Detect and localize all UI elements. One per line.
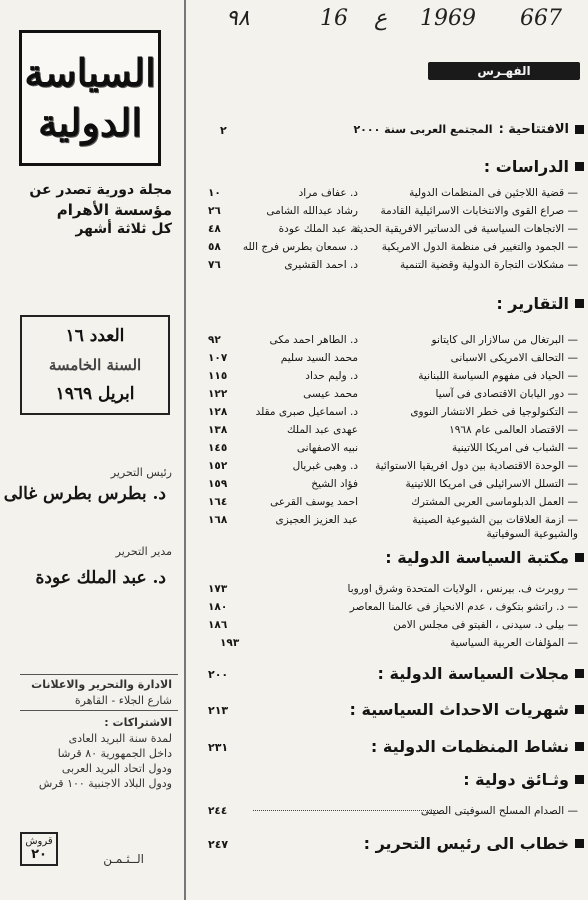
publisher-desc-2: مؤسسة الأهرام <box>56 201 172 219</box>
section-label: الافتتاحية : <box>498 122 569 137</box>
toc-entry: — بيلى د. سيدنى ، الفيتو فى مجلس الامن ١٨٦ <box>208 618 578 632</box>
column-divider <box>184 0 186 900</box>
section-label: مجلات السياسة الدولية : <box>377 664 569 683</box>
subscriptions-label: الاشتراكات : <box>104 716 172 729</box>
publisher-desc-1: مجلة دورية تصدر عن <box>29 182 172 198</box>
bullet-square <box>575 839 584 848</box>
price-value: ٢٠ <box>31 847 47 862</box>
section-documents <box>463 770 584 789</box>
toc-entry: — المؤلفات العربية السياسية ١٩٣ <box>208 636 578 650</box>
section-letter <box>364 834 584 853</box>
toc-entry: — الشباب فى امريكا اللاتينية نبيه الاصفهانى ١٤٥ <box>208 441 578 455</box>
section-label: نشاط المنظمات الدولية : <box>370 737 569 756</box>
section-label: الدراسات : <box>483 157 569 176</box>
toc-entry: — دور اليابان الاقتصادى فى آسيا محمد عيسى ١٢٢ <box>208 387 578 401</box>
bullet-square <box>575 742 584 751</box>
toc-entry: — قضية اللاجئين فى المنظمات الدولية د. عفاف مراد ١٠ <box>208 186 578 200</box>
section-library <box>385 548 584 567</box>
toc-entry: — ازمة العلاقات بين الشيوعية الصينية والشيوعية السوفياتية عبد العزيز العجيزى ١٦٨ <box>208 513 578 541</box>
toc-entry: — التكنولوجيا فى خطر الانتشار النووى د. اسماعيل صبرى مقلد ١٢٨ <box>208 405 578 419</box>
handwritten-number: ٩٨ <box>226 6 250 31</box>
bullet-square <box>575 705 584 714</box>
toc-entry: — الصدام المسلح السوفيتى الصينى ٢٤٤ <box>208 804 578 818</box>
toc-entry: — مشكلات التجارة الدولية وقضية التنمية د. احمد القشيرى ٧٦ <box>208 258 578 272</box>
price-box <box>20 832 58 866</box>
handwritten-number: 667 <box>520 6 562 31</box>
managing-editor-label: مدير التحرير <box>115 545 172 558</box>
page-number: ٢٠٠ <box>208 668 229 681</box>
logo-line-1: السياسة <box>24 50 156 95</box>
section-months <box>350 700 584 719</box>
toc-entry: — الاتجاهات السياسية فى الدساتير الافريقية الحديثة د. عبد الملك عودة ٤٨ <box>208 222 578 236</box>
bullet-square <box>575 669 584 678</box>
bullet-square <box>575 299 584 308</box>
toc-entry: — الجمود والتغيير فى منظمة الدول الامريكية د. سمعان بطرس فرج الله ٥٨ <box>208 240 578 254</box>
toc-entry: — التسلل الاسرائيلى فى امريكا اللاتينية فؤاد الشيخ ١٥٩ <box>208 477 578 491</box>
price-unit: قروش <box>25 836 53 847</box>
section-label: شهريات الاحداث السياسية : <box>349 700 569 719</box>
toc-entry: — التحالف الامريكى الاسبانى محمد السيد سليم ١٠٧ <box>208 351 578 365</box>
publisher-desc-3: كل ثلاثة أشهر <box>75 221 172 237</box>
page-number: ٢٤٧ <box>208 838 229 851</box>
toc-entry: — صراع القوى والانتخابات الاسرائيلية القادمة رشاد عبدالله الشامى ٢٦ <box>208 204 578 218</box>
bullet-square <box>575 125 584 134</box>
issue-number: العدد ١٦ <box>65 326 125 346</box>
handwritten-year: 1969 <box>420 6 476 31</box>
magazine-logo <box>19 30 161 166</box>
rule <box>20 674 178 675</box>
page-number: ٢٣١ <box>208 741 229 754</box>
issue-box <box>20 315 170 415</box>
chief-editor-signature: د. بطرس بطرس غالى <box>3 484 166 504</box>
section-label: وثـائق دولية : <box>463 770 569 789</box>
table-of-contents <box>188 0 588 900</box>
opening-title: المجتمع العربى سنة ٢٠٠٠ <box>353 123 493 136</box>
logo-line-2: الدولية <box>38 100 142 145</box>
section-label: مكتبة السياسة الدولية : <box>385 548 569 567</box>
section-studies <box>484 157 584 176</box>
subscriptions-line: ودول اتحاد البريد العربى <box>61 762 172 775</box>
subscriptions-line: داخل الجمهورية ٨٠ قرشا <box>57 747 172 760</box>
bullet-square <box>575 553 584 562</box>
toc-entry: — الاقتصاد العالمى عام ١٩٦٨ عهدى عبد الملك ١٣٨ <box>208 423 578 437</box>
toc-entry: — د. راتشو بتكوف ، عدم الانحياز فى عالمنا المعاصر ١٨٠ <box>208 600 578 614</box>
toc-header: الفهـرس <box>428 62 580 80</box>
rule <box>20 710 178 711</box>
section-reports <box>496 294 584 313</box>
price-label: الــثـمـن <box>103 852 144 866</box>
section-organizations <box>371 737 584 756</box>
handwritten-letter: ع <box>374 6 388 31</box>
issue-date: ابريل ١٩٦٩ <box>55 384 135 404</box>
section-journals <box>378 664 584 683</box>
managing-editor-signature: د. عبد الملك عودة <box>35 568 166 588</box>
page-number: ٢١٣ <box>208 704 229 717</box>
admin-address: شارع الجلاء - القاهرة <box>74 694 172 707</box>
page-number: ٢ <box>220 124 227 137</box>
toc-entry: — الوحدة الاقتصادية بين دول افريقيا الاستوائية د. وهبى غبريال ١٥٢ <box>208 459 578 473</box>
toc-entry: — الحياد فى مفهوم السياسة اللبنانية د. وليم حداد ١١٥ <box>208 369 578 383</box>
chief-editor-label: رئيس التحرير <box>110 466 172 479</box>
masthead <box>0 0 184 900</box>
handwritten-number: 16 <box>320 6 348 31</box>
admin-label: الادارة والتحرير والاعلانات <box>31 678 172 691</box>
dot-leader <box>253 810 438 811</box>
toc-entry: — العمل الدبلوماسى العربى المشترك احمد يوسف القرعى ١٦٤ <box>208 495 578 509</box>
subscriptions-line: لمدة سنة البريد العادى <box>68 732 172 745</box>
bullet-square <box>575 162 584 171</box>
section-label: خطاب الى رئيس التحرير : <box>363 834 569 853</box>
issue-year: السنة الخامسة <box>48 356 142 374</box>
toc-entry: — البرتغال من سالازار الى كايتانو د. الطاهر احمد مكى ٩٢ <box>208 333 578 347</box>
section-opening <box>353 122 584 137</box>
subscriptions-line: ودول البلاد الاجنبية ١٠٠ قرش <box>38 777 172 790</box>
section-label: التقارير : <box>496 294 569 313</box>
toc-entry: — روبرت ف. بيرنس ، الولايات المتحدة وشرق اوروبا ١٧٣ <box>208 582 578 596</box>
bullet-square <box>575 775 584 784</box>
